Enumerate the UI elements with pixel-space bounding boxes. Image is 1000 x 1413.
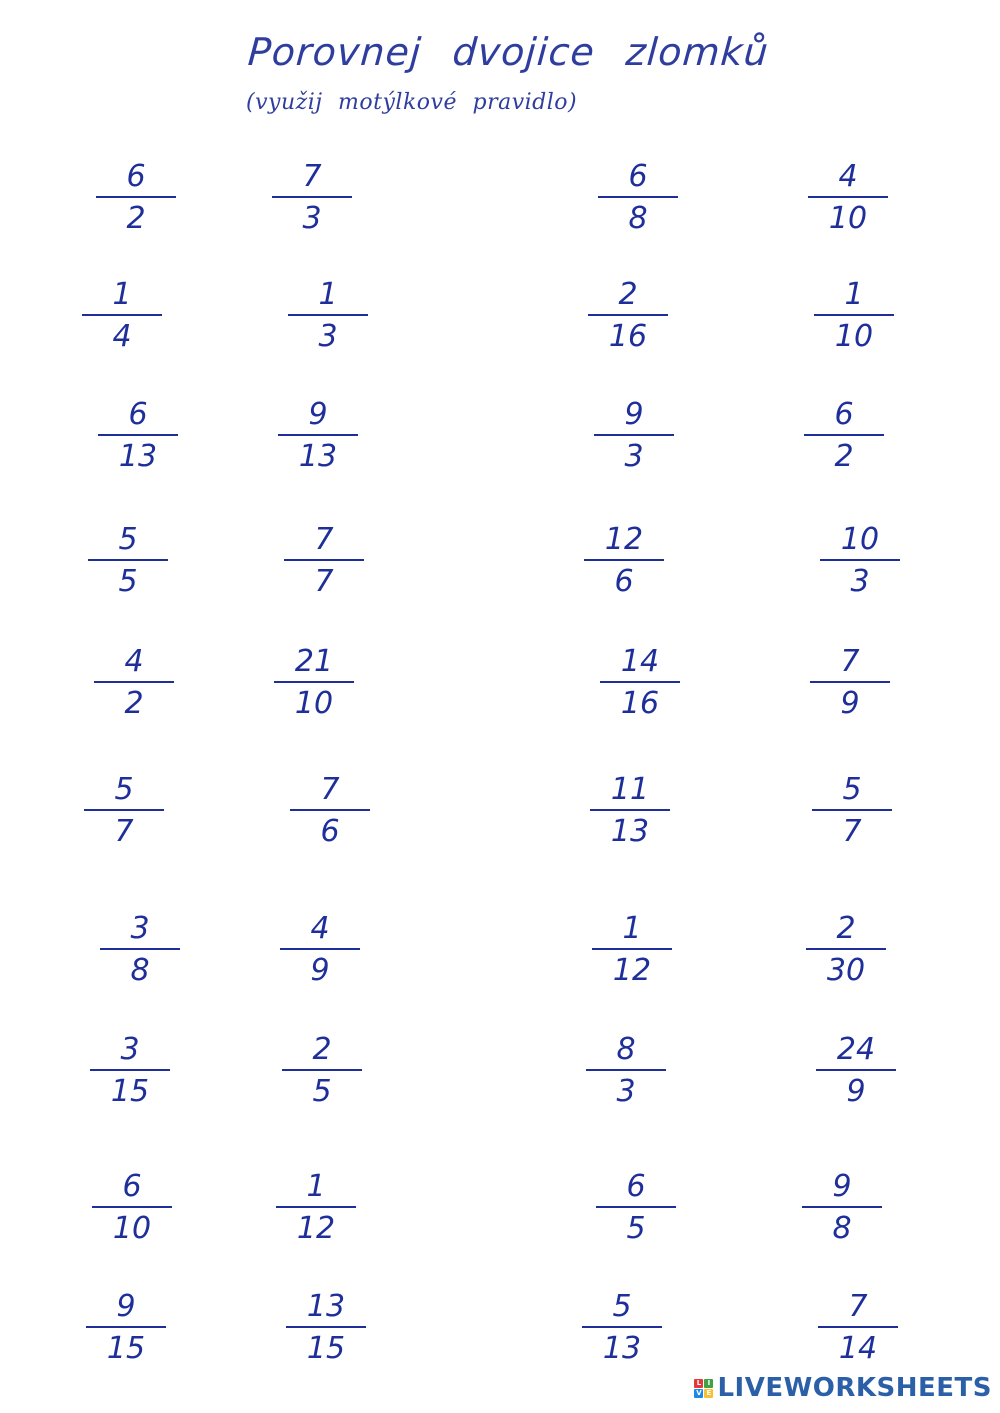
fraction-numerator: 12: [604, 522, 644, 557]
fraction-numerator: 4: [124, 644, 144, 679]
fraction-r3-c3: [594, 398, 674, 474]
fraction-r3-c4: [804, 398, 884, 474]
fraction-r3-c2: [278, 398, 358, 474]
fraction-r5-c1: [94, 645, 174, 721]
fraction-denominator: 7: [114, 814, 134, 849]
fraction-denominator: 9: [846, 1074, 866, 1109]
fraction-r8-c1: [90, 1033, 170, 1109]
fraction-bar: [82, 314, 162, 316]
fraction-denominator: 6: [614, 564, 634, 599]
fraction-bar: [96, 196, 176, 198]
fraction-numerator: 7: [314, 522, 334, 557]
fraction-bar: [88, 559, 168, 561]
fraction-r10-c4: [818, 1290, 898, 1366]
fraction-denominator: 7: [842, 814, 862, 849]
fraction-bar: [92, 1206, 172, 1208]
fraction-bar: [808, 196, 888, 198]
fraction-bar: [588, 314, 668, 316]
fraction-denominator: 2: [834, 439, 854, 474]
fraction-numerator: 3: [120, 1032, 140, 1067]
fraction-r4-c1: [88, 523, 168, 599]
fraction-numerator: 5: [114, 772, 134, 807]
logo-mark-letter: I: [704, 1379, 713, 1388]
fraction-numerator: 10: [840, 522, 880, 557]
fraction-denominator: 9: [840, 686, 860, 721]
fraction-r4-c3: [584, 523, 664, 599]
fraction-denominator: 14: [838, 1331, 878, 1366]
fraction-r2-c2: [288, 278, 368, 354]
fraction-denominator: 9: [310, 953, 330, 988]
fraction-r10-c2: [286, 1290, 366, 1366]
fraction-r9-c3: [596, 1170, 676, 1246]
fraction-denominator: 3: [318, 319, 338, 354]
fraction-r5-c3: [600, 645, 680, 721]
fraction-numerator: 14: [620, 644, 660, 679]
fraction-denominator: 3: [616, 1074, 636, 1109]
fraction-denominator: 10: [828, 201, 868, 236]
liveworksheets-logo: [694, 1373, 992, 1403]
fraction-denominator: 30: [826, 953, 866, 988]
fraction-r2-c1: [82, 278, 162, 354]
fraction-bar: [84, 809, 164, 811]
fraction-numerator: 7: [848, 1289, 868, 1324]
fraction-numerator: 24: [836, 1032, 876, 1067]
logo-mark-letter: E: [704, 1389, 713, 1398]
fraction-bar: [272, 196, 352, 198]
fraction-bar: [290, 809, 370, 811]
fraction-r7-c4: [806, 912, 886, 988]
fraction-bar: [584, 559, 664, 561]
fraction-denominator: 8: [832, 1211, 852, 1246]
fraction-denominator: 3: [302, 201, 322, 236]
fraction-r7-c2: [280, 912, 360, 988]
fraction-numerator: 6: [626, 1169, 646, 1204]
fraction-numerator: 9: [832, 1169, 852, 1204]
fraction-bar: [600, 681, 680, 683]
fraction-r10-c1: [86, 1290, 166, 1366]
fraction-numerator: 6: [128, 397, 148, 432]
fraction-denominator: 5: [626, 1211, 646, 1246]
liveworksheets-logo-mark-icon: [694, 1379, 713, 1398]
fraction-bar: [280, 948, 360, 950]
fraction-r2-c4: [814, 278, 894, 354]
fraction-bar: [598, 196, 678, 198]
fraction-denominator: 13: [610, 814, 650, 849]
fraction-bar: [586, 1069, 666, 1071]
liveworksheets-logo-text: LIVEWORKSHEETS: [717, 1373, 992, 1403]
fraction-denominator: 15: [306, 1331, 346, 1366]
worksheet-title: Porovnej dvojice zlomků: [246, 30, 771, 74]
fraction-numerator: 1: [844, 277, 864, 312]
fraction-bar: [282, 1069, 362, 1071]
fraction-r5-c4: [810, 645, 890, 721]
fraction-r1-c4: [808, 160, 888, 236]
fraction-bar: [802, 1206, 882, 1208]
fraction-denominator: 12: [296, 1211, 336, 1246]
fraction-bar: [820, 559, 900, 561]
fraction-denominator: 3: [850, 564, 870, 599]
fraction-r7-c1: [100, 912, 180, 988]
fraction-numerator: 6: [834, 397, 854, 432]
fraction-r10-c3: [582, 1290, 662, 1366]
fraction-numerator: 1: [112, 277, 132, 312]
fraction-r8-c3: [586, 1033, 666, 1109]
fraction-r6-c4: [812, 773, 892, 849]
fraction-bar: [90, 1069, 170, 1071]
fraction-numerator: 1: [622, 911, 642, 946]
fraction-numerator: 2: [618, 277, 638, 312]
fraction-numerator: 9: [624, 397, 644, 432]
fraction-denominator: 13: [118, 439, 158, 474]
fraction-r8-c2: [282, 1033, 362, 1109]
fraction-denominator: 10: [112, 1211, 152, 1246]
fraction-numerator: 5: [842, 772, 862, 807]
logo-mark-letter: V: [696, 1388, 702, 1397]
fraction-denominator: 10: [294, 686, 334, 721]
fraction-bar: [594, 434, 674, 436]
fraction-r6-c1: [84, 773, 164, 849]
fraction-r9-c4: [802, 1170, 882, 1246]
fraction-denominator: 15: [110, 1074, 150, 1109]
fraction-numerator: 1: [318, 277, 338, 312]
fraction-r6-c2: [290, 773, 370, 849]
fraction-numerator: 8: [616, 1032, 636, 1067]
fraction-numerator: 13: [306, 1289, 346, 1324]
fraction-numerator: 21: [294, 644, 334, 679]
fraction-bar: [86, 1326, 166, 1328]
fraction-numerator: 9: [116, 1289, 136, 1324]
fraction-r6-c3: [590, 773, 670, 849]
fraction-denominator: 13: [602, 1331, 642, 1366]
fraction-numerator: 3: [130, 911, 150, 946]
fraction-bar: [812, 809, 892, 811]
fraction-bar: [592, 948, 672, 950]
fraction-denominator: 12: [612, 953, 652, 988]
fraction-denominator: 8: [130, 953, 150, 988]
fraction-bar: [582, 1326, 662, 1328]
fraction-numerator: 7: [302, 159, 322, 194]
fraction-numerator: 2: [312, 1032, 332, 1067]
fraction-bar: [278, 434, 358, 436]
fraction-denominator: 3: [624, 439, 644, 474]
fraction-numerator: 5: [118, 522, 138, 557]
fraction-denominator: 4: [112, 319, 132, 354]
fraction-bar: [596, 1206, 676, 1208]
fraction-numerator: 7: [840, 644, 860, 679]
fraction-denominator: 13: [298, 439, 338, 474]
fraction-bar: [100, 948, 180, 950]
fraction-bar: [810, 681, 890, 683]
fraction-numerator: 4: [838, 159, 858, 194]
fraction-numerator: 11: [610, 772, 650, 807]
fraction-bar: [806, 948, 886, 950]
worksheet-subtitle: (využij motýlkové pravidlo): [246, 90, 578, 115]
fraction-denominator: 10: [834, 319, 874, 354]
fraction-numerator: 5: [612, 1289, 632, 1324]
fraction-bar: [818, 1326, 898, 1328]
fraction-bar: [804, 434, 884, 436]
fraction-bar: [816, 1069, 896, 1071]
fraction-bar: [98, 434, 178, 436]
fraction-r1-c3: [598, 160, 678, 236]
fraction-r5-c2: [274, 645, 354, 721]
fraction-bar: [94, 681, 174, 683]
fraction-bar: [274, 681, 354, 683]
fraction-numerator: 7: [320, 772, 340, 807]
fraction-denominator: 15: [106, 1331, 146, 1366]
fraction-numerator: 6: [628, 159, 648, 194]
fraction-denominator: 7: [314, 564, 334, 599]
fraction-r1-c2: [272, 160, 352, 236]
fraction-denominator: 16: [608, 319, 648, 354]
fraction-denominator: 6: [320, 814, 340, 849]
fraction-bar: [276, 1206, 356, 1208]
fraction-numerator: 6: [122, 1169, 142, 1204]
fraction-bar: [284, 559, 364, 561]
fraction-r4-c2: [284, 523, 364, 599]
logo-mark-letter: L: [694, 1379, 703, 1388]
fraction-bar: [286, 1326, 366, 1328]
fraction-r3-c1: [98, 398, 178, 474]
fraction-denominator: 8: [628, 201, 648, 236]
fraction-r9-c2: [276, 1170, 356, 1246]
fraction-denominator: 16: [620, 686, 660, 721]
fraction-r7-c3: [592, 912, 672, 988]
fraction-bar: [590, 809, 670, 811]
fraction-bar: [814, 314, 894, 316]
fraction-r2-c3: [588, 278, 668, 354]
fraction-numerator: 6: [126, 159, 146, 194]
fraction-numerator: 1: [306, 1169, 326, 1204]
fraction-denominator: 2: [126, 201, 146, 236]
fraction-numerator: 2: [836, 911, 856, 946]
fraction-denominator: 5: [118, 564, 138, 599]
fraction-bar: [288, 314, 368, 316]
fraction-r1-c1: [96, 160, 176, 236]
fraction-r4-c4: [820, 523, 900, 599]
fraction-denominator: 2: [124, 686, 144, 721]
fraction-r8-c4: [816, 1033, 896, 1109]
fraction-denominator: 5: [312, 1074, 332, 1109]
fraction-numerator: 4: [310, 911, 330, 946]
fraction-r9-c1: [92, 1170, 172, 1246]
fraction-numerator: 9: [308, 397, 328, 432]
